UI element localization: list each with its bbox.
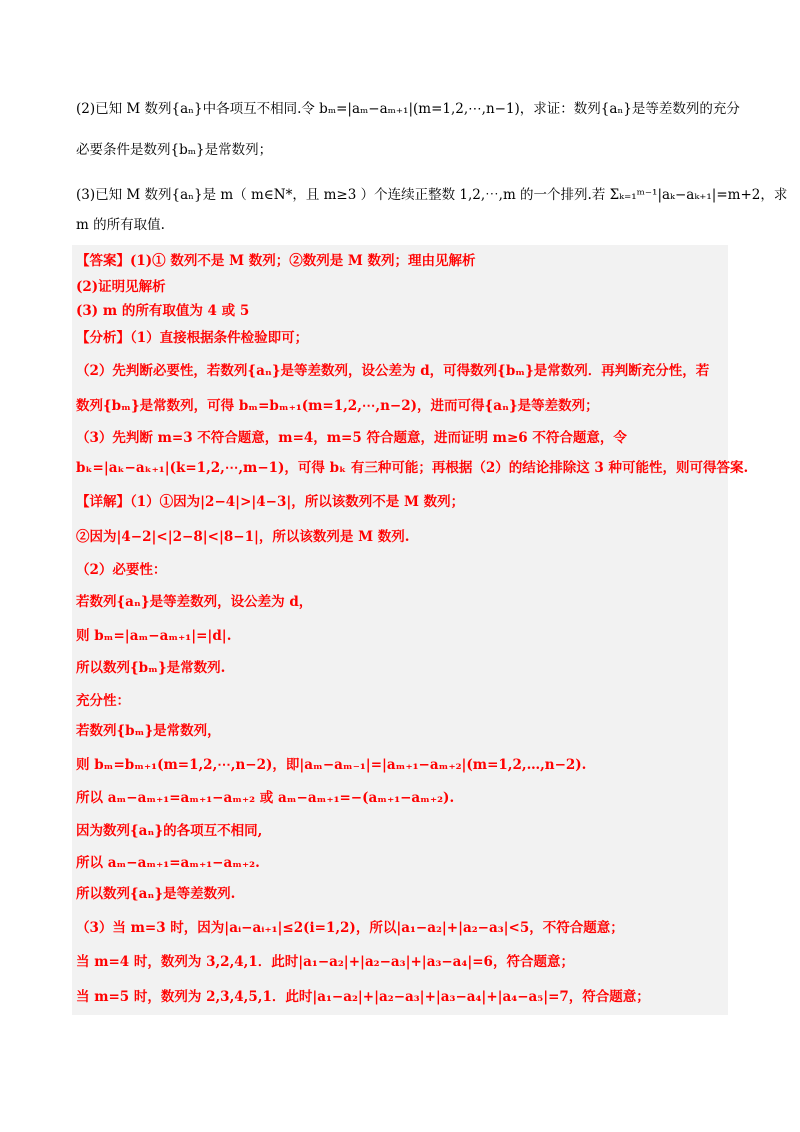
detail-line: 所以 aₘ−aₘ₊₁=aₘ₊₁−aₘ₊₂. bbox=[76, 855, 260, 871]
detail-line: 充分性： bbox=[76, 693, 130, 709]
detail-line: 【详解】（1）①因为|2−4|>|4−3|，所以该数列不是 M 数列； bbox=[76, 494, 465, 510]
detail-line: 则 bₘ=bₘ₊₁(m=1,2,⋯,n−2)，即|aₘ−aₘ₋₁|=|aₘ₊₁−aₘ₊₂|(m=1,2,…,n−2). bbox=[76, 757, 587, 773]
detail-line: （2）必要性： bbox=[76, 562, 167, 578]
detail-line: 所以 aₘ−aₘ₊₁=aₘ₊₁−aₘ₊₂ 或 aₘ−aₘ₊₁=−(aₘ₊₁−aₘ₊₂). bbox=[76, 790, 455, 806]
detail-line: 则 bₘ=|aₘ−aₘ₊₁|=|d|. bbox=[76, 628, 232, 644]
detail-line: ②因为|4−2|<|2−8|<|8−1|，所以该数列是 M 数列. bbox=[76, 529, 410, 545]
analysis-line: （2）先判断必要性，若数列{aₙ}是等差数列，设公差为 d，可得数列{bₘ}是常数列．再判断充分性，若 bbox=[76, 363, 710, 379]
answer-line: (3) m 的所有取值为 4 或 5 bbox=[76, 303, 250, 319]
question-part2-line1: (2)已知 M 数列{aₙ}中各项互不相同.令 bₘ=|aₘ−aₘ₊₁|(m=1,2,⋯,n−1)，求证：数列{aₙ}是等差数列的充分 bbox=[76, 101, 740, 117]
question-part2-line2: 必要条件是数列{bₘ}是常数列； bbox=[76, 142, 273, 158]
detail-line: 因为数列{aₙ}的各项互不相同, bbox=[76, 823, 263, 839]
analysis-line: （3）先判断 m=3 不符合题意，m=4，m=5 符合题意，进而证明 m≥6 不符合题意，令 bbox=[76, 430, 627, 446]
question-part3-line2: m 的所有取值. bbox=[76, 217, 165, 233]
question-part3-line1: (3)已知 M 数列{aₙ}是 m（ m∈N*，且 m≥3 ）个连续正整数 1,2,⋯,m 的一个排列.若 Σₖ₌₁ᵐ⁻¹|aₖ−aₖ₊₁|=m+2，求 bbox=[76, 187, 788, 203]
analysis-line: 【分析】（1）直接根据条件检验即可； bbox=[76, 330, 309, 346]
answer-line: 【答案】(1)① 数列不是 M 数列；②数列是 M 数列；理由见解析 bbox=[76, 253, 476, 269]
detail-line: 若数列{aₙ}是等差数列，设公差为 d， bbox=[76, 594, 313, 610]
analysis-line: bₖ=|aₖ−aₖ₊₁|(k=1,2,⋯,m−1)，可得 bₖ 有三种可能；再根据（2）的结论排除这 3 种可能性，则可得答案. bbox=[76, 460, 749, 476]
detail-line: 所以数列{aₙ}是等差数列. bbox=[76, 886, 236, 902]
detail-line: 所以数列{bₘ}是常数列. bbox=[76, 660, 226, 676]
detail-line: 当 m=4 时，数列为 3,2,4,1．此时|a₁−a₂|+|a₂−a₃|+|a₃−a₄|=6，符合题意； bbox=[76, 954, 574, 970]
analysis-line: 数列{bₘ}是常数列，可得 bₘ=bₘ₊₁(m=1,2,⋯,n−2)，进而可得{aₙ}是等差数列； bbox=[76, 398, 599, 414]
detail-line: （3）当 m=3 时，因为|aᵢ−aᵢ₊₁|≤2(i=1,2)，所以|a₁−a₂|+|a₂−a₃|<5，不符合题意； bbox=[76, 920, 624, 936]
detail-line: 当 m=5 时，数列为 2,3,4,5,1．此时|a₁−a₂|+|a₂−a₃|+|a₃−a₄|+|a₄−a₅|=7，符合题意； bbox=[76, 989, 650, 1005]
detail-line: 若数列{bₘ}是常数列， bbox=[76, 723, 221, 739]
answer-line: (2)证明见解析 bbox=[76, 279, 166, 295]
